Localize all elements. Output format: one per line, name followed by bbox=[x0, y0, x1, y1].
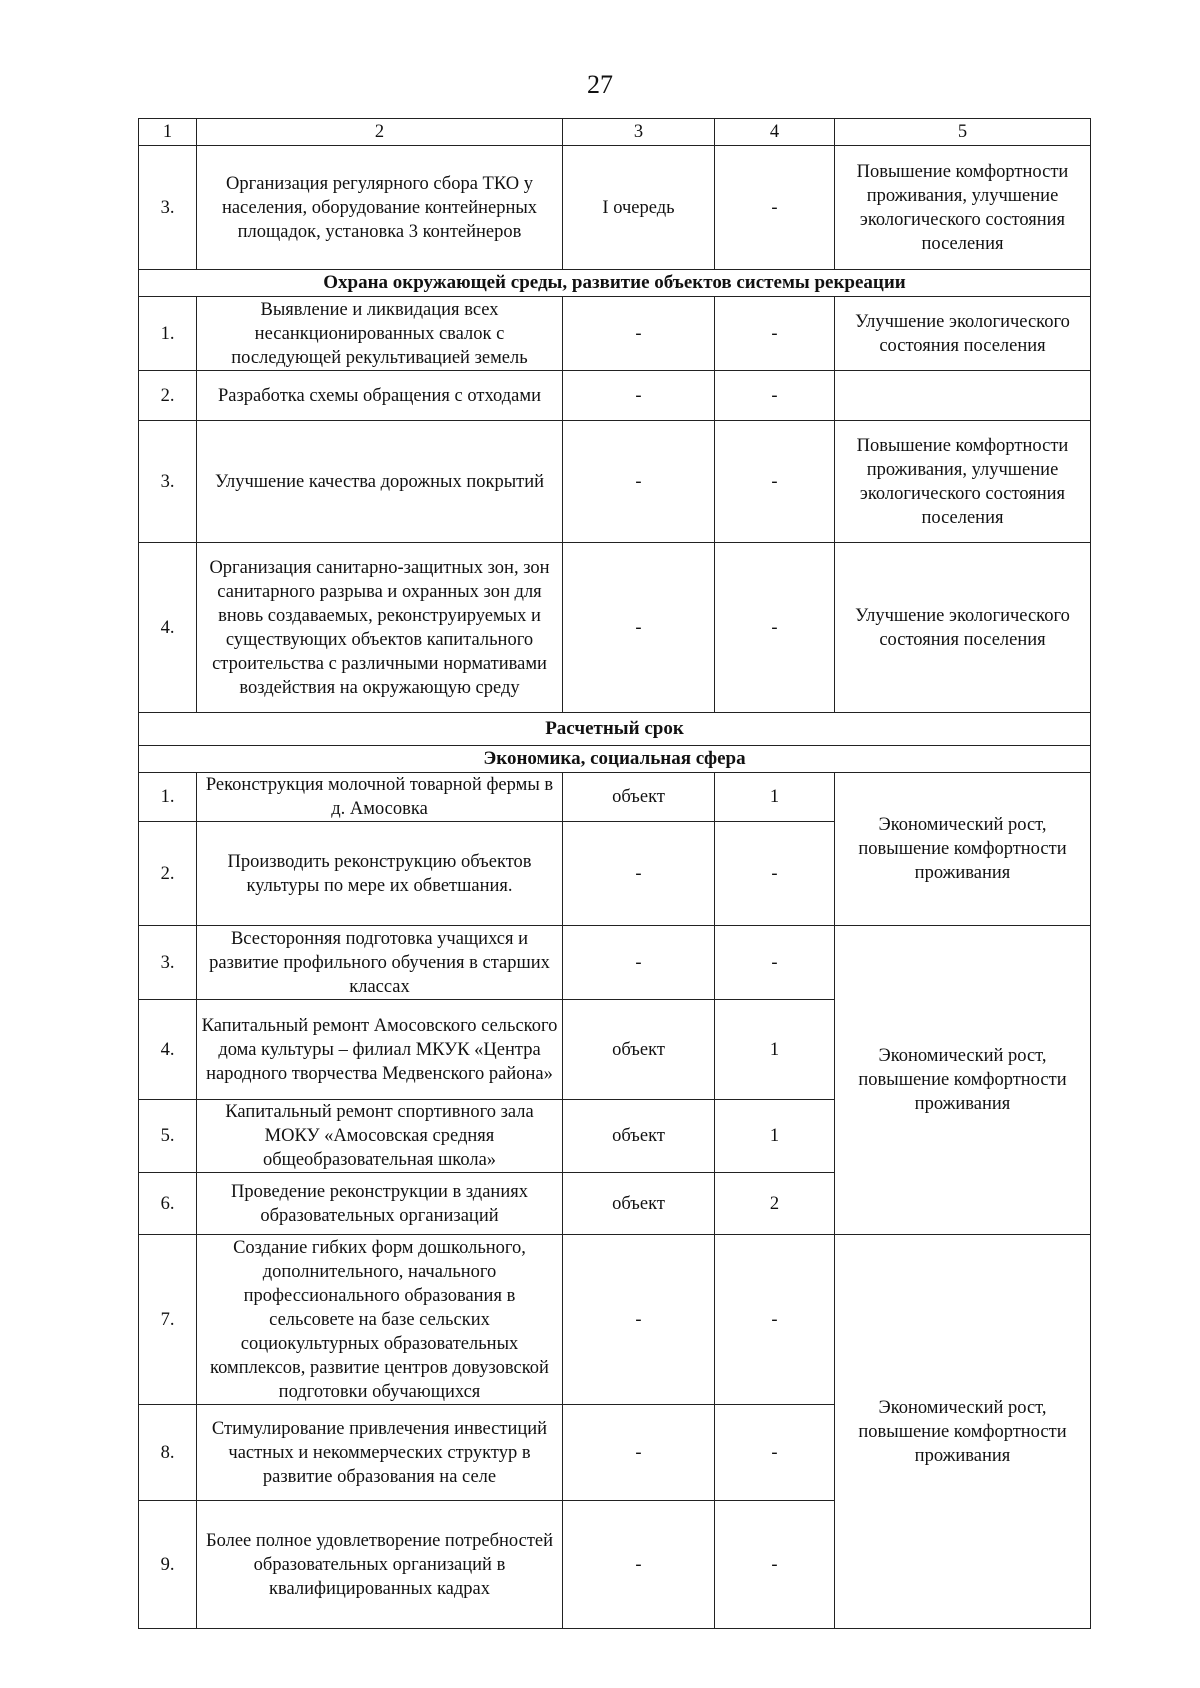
row-quantity: - bbox=[715, 297, 835, 371]
row-unit: объект bbox=[563, 1173, 715, 1235]
row-number: 4. bbox=[139, 543, 197, 713]
row-unit: объект bbox=[563, 1100, 715, 1173]
row-unit: объект bbox=[563, 773, 715, 822]
row-quantity: - bbox=[715, 926, 835, 1000]
row-description: Реконструкция молочной товарной фермы в д. Амосовка bbox=[197, 773, 563, 822]
row-quantity: - bbox=[715, 543, 835, 713]
row-unit: - bbox=[563, 297, 715, 371]
row-unit: - bbox=[563, 1235, 715, 1405]
row-number: 3. bbox=[139, 146, 197, 270]
row-quantity: - bbox=[715, 1235, 835, 1405]
row-description: Производить реконструкцию объектов культуры по мере их обветшания. bbox=[197, 822, 563, 926]
row-quantity: - bbox=[715, 421, 835, 543]
header-row bbox=[139, 119, 1091, 146]
row-description: Всесторонняя подготовка учащихся и развитие профильного обучения в старших классах bbox=[197, 926, 563, 1000]
row-quantity: 1 bbox=[715, 1100, 835, 1173]
row-description: Проведение реконструкции в зданиях образовательных организаций bbox=[197, 1173, 563, 1235]
row-quantity: - bbox=[715, 1501, 835, 1629]
row-description: Улучшение качества дорожных покрытий bbox=[197, 421, 563, 543]
row-number: 9. bbox=[139, 1501, 197, 1629]
table-row bbox=[139, 773, 1091, 822]
row-description: Капитальный ремонт Амосовского сельского дома культуры – филиал МКУК «Центра народного творчества Медвенского района» bbox=[197, 1000, 563, 1100]
table-row bbox=[139, 421, 1091, 543]
row-quantity: 1 bbox=[715, 1000, 835, 1100]
row-unit: - bbox=[563, 1501, 715, 1629]
row-quantity: - bbox=[715, 1405, 835, 1501]
row-description: Более полное удовлетворение потребностей образовательных организаций в квалифицированных кадрах bbox=[197, 1501, 563, 1629]
section-row bbox=[139, 746, 1091, 773]
row-quantity: - bbox=[715, 822, 835, 926]
section-title: Охрана окружающей среды, развитие объектов системы рекреации bbox=[139, 270, 1091, 297]
row-quantity: 1 bbox=[715, 773, 835, 822]
header-cell: 2 bbox=[197, 119, 563, 146]
row-effect: Экономический рост, повышение комфортности проживания bbox=[835, 773, 1091, 926]
row-description: Выявление и ликвидация всех несанкционированных свалок с последующей рекультивацией земель bbox=[197, 297, 563, 371]
row-number: 7. bbox=[139, 1235, 197, 1405]
row-effect: Экономический рост, повышение комфортности проживания bbox=[835, 1235, 1091, 1629]
row-quantity: 2 bbox=[715, 1173, 835, 1235]
row-quantity: - bbox=[715, 371, 835, 421]
row-effect: Улучшение экологического состояния поселения bbox=[835, 297, 1091, 371]
header-cell: 3 bbox=[563, 119, 715, 146]
table-row bbox=[139, 371, 1091, 421]
row-effect: Улучшение экологического состояния поселения bbox=[835, 543, 1091, 713]
row-effect: Экономический рост, повышение комфортности проживания bbox=[835, 926, 1091, 1235]
table-row bbox=[139, 297, 1091, 371]
row-description: Создание гибких форм дошкольного, дополнительного, начального профессионального образования в сельсовете на базе сельских социокультурных образовательных комплексов, развитие центров довузовской подготовки обучающихся bbox=[197, 1235, 563, 1405]
row-number: 1. bbox=[139, 773, 197, 822]
row-number: 2. bbox=[139, 822, 197, 926]
row-description: Капитальный ремонт спортивного зала МОКУ «Амосовская средняя общеобразовательная школа» bbox=[197, 1100, 563, 1173]
row-effect bbox=[835, 371, 1091, 421]
row-description: Организация регулярного сбора ТКО у населения, оборудование контейнерных площадок, установка 3 контейнеров bbox=[197, 146, 563, 270]
row-description: Стимулирование привлечения инвестиций частных и некоммерческих структур в развитие образования на селе bbox=[197, 1405, 563, 1501]
row-description: Организация санитарно-защитных зон, зон санитарного разрыва и охранных зон для вновь создаваемых, реконструируемых и существующих объектов капитального строительства с различными нормативами воздействия на окружающую среду bbox=[197, 543, 563, 713]
row-unit: - bbox=[563, 822, 715, 926]
row-number: 8. bbox=[139, 1405, 197, 1501]
table-row bbox=[139, 543, 1091, 713]
measures-table bbox=[138, 118, 1091, 1629]
row-number: 6. bbox=[139, 1173, 197, 1235]
row-unit: объект bbox=[563, 1000, 715, 1100]
section-title: Расчетный срок bbox=[139, 713, 1091, 746]
row-number: 5. bbox=[139, 1100, 197, 1173]
row-unit: I очередь bbox=[563, 146, 715, 270]
row-description: Разработка схемы обращения с отходами bbox=[197, 371, 563, 421]
section-row bbox=[139, 713, 1091, 746]
row-number: 3. bbox=[139, 421, 197, 543]
section-title: Экономика, социальная сфера bbox=[139, 746, 1091, 773]
row-number: 4. bbox=[139, 1000, 197, 1100]
row-number: 2. bbox=[139, 371, 197, 421]
row-unit: - bbox=[563, 1405, 715, 1501]
table-row bbox=[139, 1235, 1091, 1405]
row-unit: - bbox=[563, 926, 715, 1000]
header-cell: 4 bbox=[715, 119, 835, 146]
row-unit: - bbox=[563, 371, 715, 421]
row-effect: Повышение комфортности проживания, улучшение экологического состояния поселения bbox=[835, 146, 1091, 270]
page-number: 27 bbox=[587, 70, 613, 99]
table-row bbox=[139, 926, 1091, 1000]
row-number: 3. bbox=[139, 926, 197, 1000]
row-unit: - bbox=[563, 421, 715, 543]
header-cell: 5 bbox=[835, 119, 1091, 146]
row-unit: - bbox=[563, 543, 715, 713]
header-cell: 1 bbox=[139, 119, 197, 146]
row-quantity: - bbox=[715, 146, 835, 270]
section-row bbox=[139, 270, 1091, 297]
row-effect: Повышение комфортности проживания, улучшение экологического состояния поселения bbox=[835, 421, 1091, 543]
table-row bbox=[139, 146, 1091, 270]
row-number: 1. bbox=[139, 297, 197, 371]
